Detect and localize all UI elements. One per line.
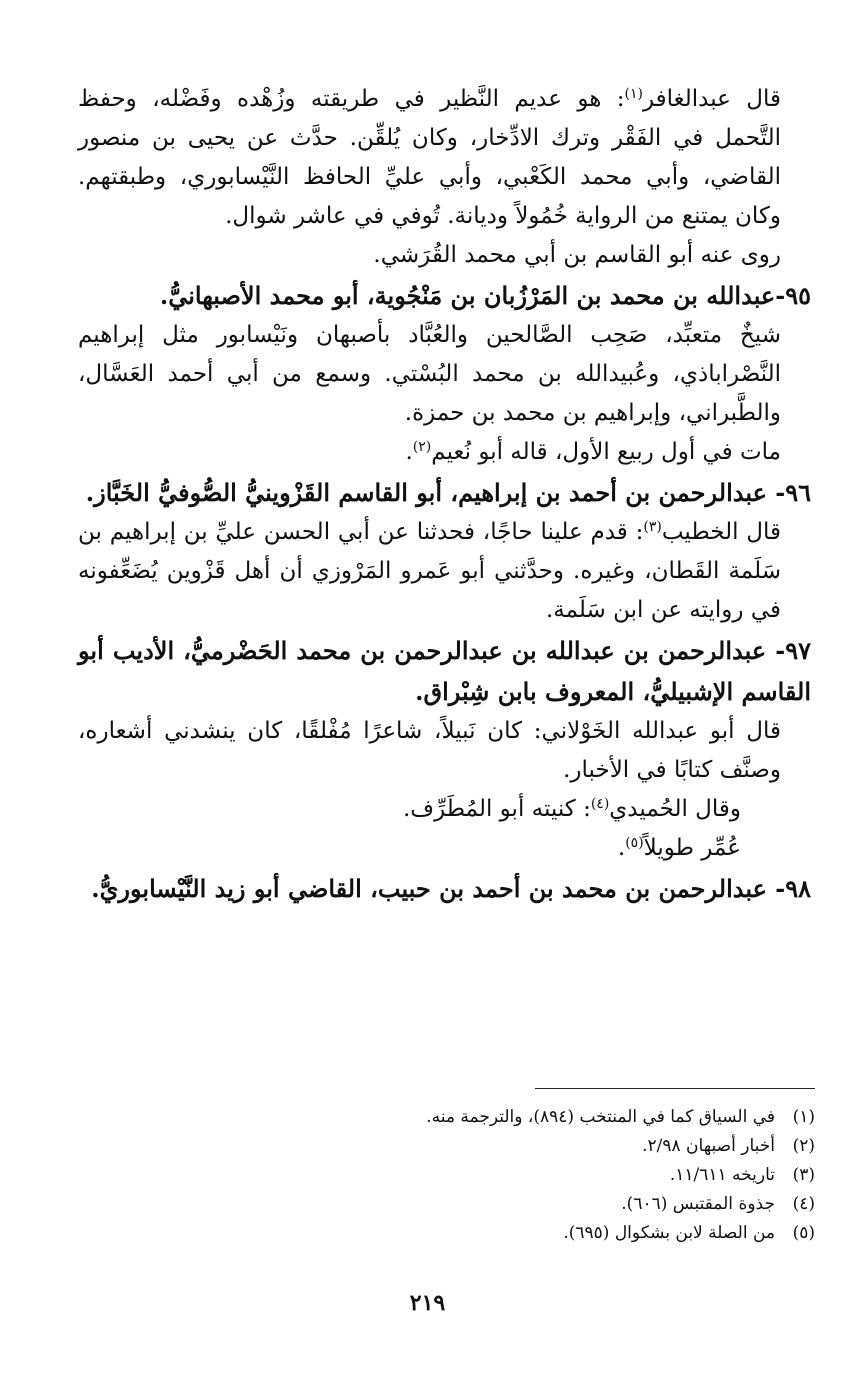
footnote-text: أخبار أصبهان ٢/٩٨. (642, 1136, 775, 1156)
footnote-number: (٤) (792, 1194, 815, 1214)
footnote-ref-4[interactable]: (٤) (590, 796, 610, 812)
footnote-number: (٢) (792, 1136, 815, 1156)
entry-heading-95: ٩٥-عبدالله بن محمد بن المَرْزُبان بن مَنْجُوية، أبو محمد الأصبهانيُّ. (159, 281, 811, 310)
footnote-item (80, 1132, 815, 1161)
entry-heading-97: ٩٧- عبدالرحمن بن عبدالله بن عبدالرحمن بن محمد الحَضْرميُّ، الأديب أبو القاسم الإشبيليُّ، المعروف بابن شِبْراق. (78, 636, 811, 706)
footnote-text: من الصلة لابن بشكوال (٦٩٥). (563, 1223, 775, 1243)
footnote-number: (٣) (792, 1165, 815, 1185)
paragraph-entry-96: قال الخطيب$^{(٣)}$: قدم علينا حاجًا، فحدثنا عن أبي الحسن عليِّ بن إبراهيم بن سَلَمة القَطان، وغيره. وحدَّثني أبو عَمرو المَرْوزي أن أهل قَزْوين يُضَعِّفونه في روايته عن ابن سَلَمة. (78, 519, 781, 623)
footnote-ref-5[interactable]: (٥) (625, 835, 644, 851)
entry-heading-96: ٩٦- عبدالرحمن بن أحمد بن إبراهيم، أبو القاسم القَزْوينيُّ الصُّوفيُّ الخَبَّاز. (85, 478, 811, 507)
paragraph-humaydi: وقال الحُميدي$^{(٤)}$: كنيته أبو المُطَرِّف. (402, 796, 741, 822)
page-body (78, 80, 811, 909)
page-number: ٢١٩ (409, 1290, 446, 1316)
footnote-number: (١) (792, 1107, 815, 1127)
footnote-item (80, 1219, 815, 1248)
footnote-ref-3[interactable]: (٣) (643, 519, 662, 535)
footnote-item (80, 1103, 815, 1132)
entry-heading-98: ٩٨- عبدالرحمن بن محمد بن أحمد بن حبيب، القاضي أبو زيد النَّيْسابوريُّ. (91, 874, 811, 903)
footnote-item (80, 1161, 815, 1190)
paragraph-death-95: مات في أول ربيع الأول، قاله أبو نُعيم$^{(٢)}$. (405, 439, 781, 465)
paragraph-abdulghafir: قال عبدالغافر$^{(١)}$: هو عديم النَّظير في طريقته وزُهْده وفَضْله، وحفظ التَّحمل في الفَقْر وترك الادِّخار، وكان يُلقِّن. حدَّث عن يحيى بن منصور القاضي، وأبي محمد الكَعْبي، وأبي عليِّ الحافظ النَّيْسابوري، وطبقتهم. وكان يمتنع من الرواية خُمُولاً وديانة. تُوفي في عاشر شوال. (78, 86, 781, 229)
footnote-text: جذوة المقتبس (٦٠٦). (621, 1194, 775, 1214)
footnote-text: تاريخه ١١/٦١١. (669, 1165, 775, 1185)
footnote-divider (535, 1088, 815, 1089)
footnote-number: (٥) (792, 1223, 815, 1243)
paragraph-narrated: روى عنه أبو القاسم بن أبي محمد القُرَشي. (373, 242, 781, 268)
footnotes (80, 1103, 815, 1248)
paragraph-entry-95: شيخٌ متعبِّد، صَحِب الصَّالحين والعُبَّاد بأصبهان ونَيْسابور مثل إبراهيم النَّصْراباذي، وعُبيدالله بن محمد البُسْتي. وسمع من أبي أحمد العَسَّال، والطَّبراني، وإبراهيم بن محمد بن حمزة. (78, 322, 781, 426)
footnote-item (80, 1190, 815, 1219)
footnote-ref-2[interactable]: (٢) (412, 439, 432, 455)
paragraph-entry-97: قال أبو عبدالله الخَوْلاني: كان نَبيلاً، شاعرًا مُفْلقًا، كان ينشدني أشعاره، وصنَّف كتابًا في الأخبار. (78, 718, 781, 783)
paragraph-lived-long: عُمِّر طويلاً$^{(٥)}$. (617, 835, 741, 861)
footnote-ref-1[interactable]: (١) (624, 86, 643, 102)
footnote-text: في السياق كما في المنتخب (٨٩٤)، والترجمة منه. (426, 1107, 775, 1127)
